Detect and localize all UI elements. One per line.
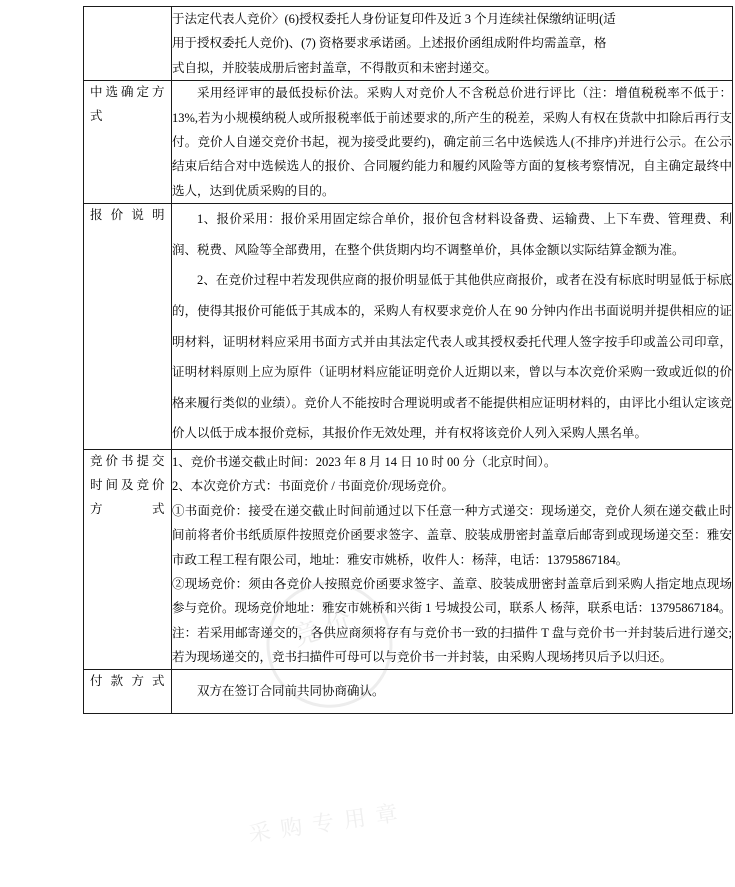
row-label-selection-method: [84, 81, 172, 204]
table-row: [84, 204, 733, 450]
row-content-selection-method: [172, 81, 733, 204]
row-label-submission-method: [84, 450, 172, 670]
table-row: [84, 81, 733, 204]
paragraph: 2、在竞价过程中若发现供应商的报价明显低于其他供应商报价，或者在没有标底时明显低于标底的，使得其报价可能低于其成本的，采购人有权要求竞价人在 90 分钟内作出书面说明并提供相应的证明材料，证明材料应采用书面方式并由其法定代表人或其授权委托代理人签字按手印或盖公司印章，证明材料原则上应为原件（证明材料应能证明竞价人近期以来，曾以与本次竞价采购一致或近似的价格来履行类似的业绩）。竞价人不能按时合理说明或者不能提供相应证明材料的，由评比小组认定该竞价人以低于成本报价竞标，其报价作无效处理，并有权将该竞价人列入采购人黑名单。: [172, 273, 732, 441]
row-label-cell-continued: [84, 7, 172, 81]
paragraph: 用于授权委托人竞价)、(7) 资格要求承诺函。上述报价函组成附件均需盖章，格: [172, 36, 607, 51]
row-content-submission-method: [172, 450, 733, 670]
paragraph: 1、竞价书递交截止时间：2023 年 8 月 14 日 10 时 00 分（北京时间）。: [172, 455, 557, 469]
row-label-text: 竞价书提交时间及竞价方式: [90, 454, 165, 516]
bottom-watermark: 采购专用章: [247, 799, 410, 847]
paragraph: 式自拟，并胶装成册后密封盖章，不得散页和未密封递交。: [172, 60, 498, 75]
paragraph: 采用经评审的最低投标价法。采购人对竞价人不含税总价进行评比（注：增值税税率不低于：13%,若为小规模纳税人或所报税率低于前述要求的,所产生的税差，采购人有权在货款中扣除后再行支付。竞价人自递交竞价书起，视为接受此要约)，确定前三名中选候选人(不排序)并进行公示。在公示结束后结合对中选候选人的报价、合同履约能力和履约风险等方面的复核考察情况，自主确定最终中选人，达到优质采购的目的。: [172, 86, 732, 198]
row-label-text: 报价说明: [90, 208, 165, 222]
paragraph: 于法定代表人竞价〉(6)授权委托人身份证复印件及近 3 个月连续社保缴纳证明(适: [172, 12, 616, 26]
row-label-text: 付款方式: [90, 674, 165, 689]
table-row: [84, 450, 733, 670]
paragraph: 2、本次竞价方式：书面竞价 / 书面竞价/现场竞价。: [172, 479, 454, 494]
table-row: [84, 7, 733, 81]
row-content-continued: [172, 7, 733, 81]
seal-text: 竞价: [289, 603, 363, 652]
paragraph: 双方在签订合同前共同协商确认。: [197, 684, 385, 699]
document-page: [0, 6, 735, 865]
row-label-quotation-notes: [84, 204, 172, 450]
paragraph: ①书面竞价：接受在递交截止时间前通过以下任意一种方式递交：现场递交，竞价人须在递交截止时间前将者价书纸质原件按照竞价函要求签字、盖章、胶装成册密封盖章后邮寄到或现场递交至：雅安市政工程工程有限公司，地址：雅安市姚桥，收件人：杨萍，电话：13795867184。: [172, 503, 732, 567]
row-label-payment-method: [84, 670, 172, 713]
paragraph: 1、报价采用：报价采用固定综合单价，报价包含材料设备费、运输费、上下车费、管理费、利润、税费、风险等全部费用，在整个供货期内均不调整单价，具体金额以实际结算金额为准。: [172, 212, 732, 257]
paragraph: 注：若采用邮寄递交的，各供应商须将存有与竞价书一致的扫描件 T 盘与竞价书一并封装后进行递交;若为现场递交的，竞书扫描件可母可以与竞价书一并封装，由采购人现场拷贝后予以归还。: [172, 625, 732, 664]
paragraph: ②现场竞价：须由各竞价人按照竞价函要求签字、盖章、胶装成册密封盖章后到采购人指定地点现场参与竞价。现场竞价地址：雅安市姚桥和兴街 1 号城投公司，联系人 杨萍，联系电话：13795867184。: [172, 576, 732, 616]
procurement-terms-table: [83, 6, 733, 714]
table-row: [84, 670, 733, 713]
row-label-text: 中选确定方式: [90, 85, 165, 123]
row-content-quotation-notes: [172, 204, 733, 450]
row-content-payment-method: [172, 670, 733, 713]
